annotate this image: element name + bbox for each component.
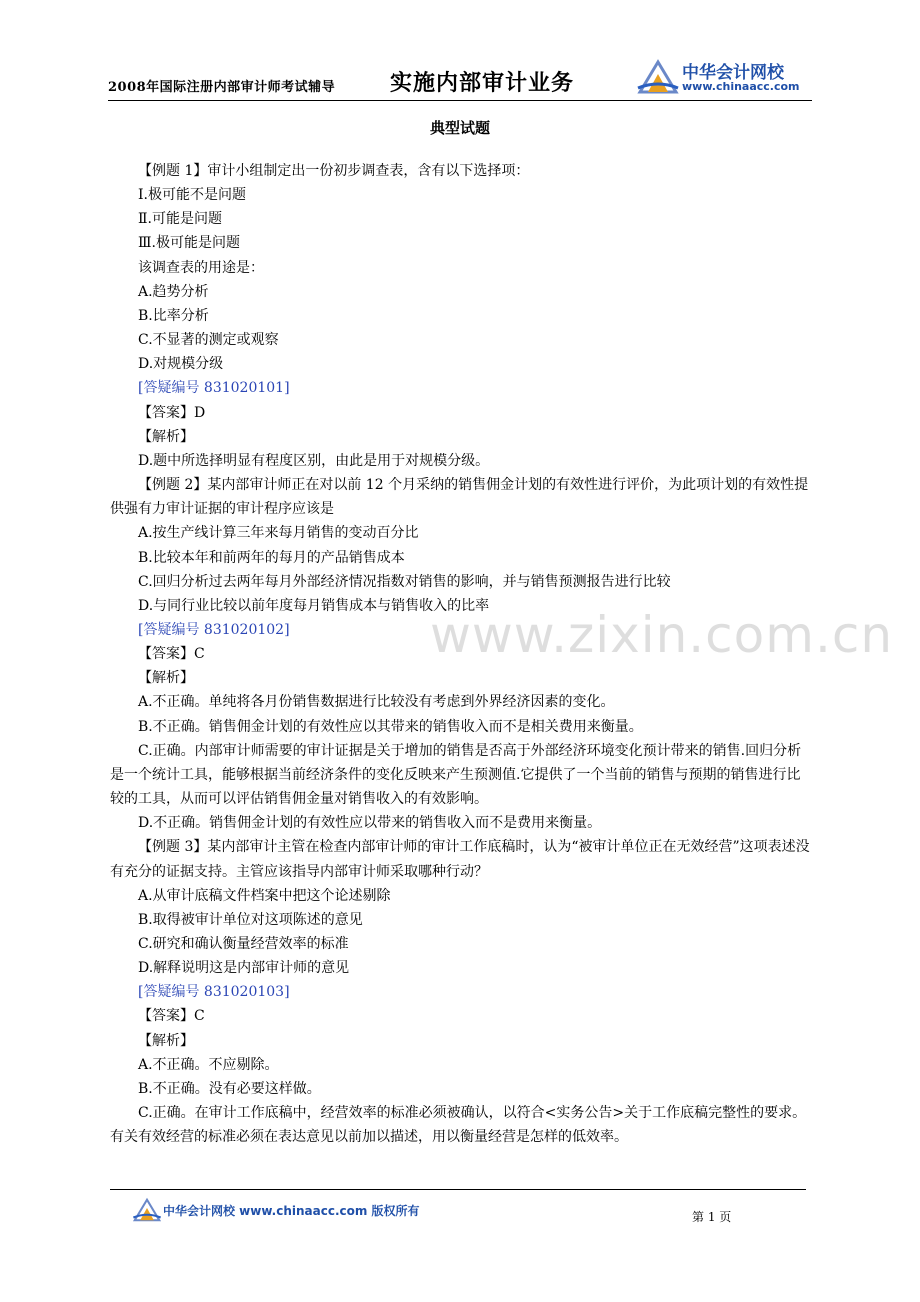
paragraph: B.不正确。销售佣金计划的有效性应以其带来的销售收入而不是相关费用来衡量。	[138, 718, 643, 735]
footer-logo-icon	[132, 1197, 162, 1223]
paragraph: C.回归分析过去两年每月外部经济情况指数对销售的影响，并与销售预测报告进行比较	[138, 573, 671, 590]
paragraph: Ⅱ.可能是问题	[138, 211, 222, 228]
paragraph: C.研究和确认衡量经营效率的标准	[138, 936, 349, 952]
header-divider	[108, 100, 812, 101]
paragraph: C.不显著的测定或观察	[138, 332, 279, 349]
paragraph: C.正确。在审计工作底稿中，经营效率的标准必须被确认，以符合<实务公告>关于工作底稿完整性的要求。有关有效经营的标准必须在表达意见以前加以描述，用以衡量经营是怎样的低效率。	[110, 1105, 807, 1146]
paragraph: B.取得被审计单位对这项陈述的意见	[138, 911, 363, 928]
page-number: 第 1 页	[692, 1210, 732, 1224]
document-body	[110, 159, 814, 1149]
logo-url: www.chinaacc.com	[682, 80, 800, 93]
paragraph: 【解析】	[138, 1032, 194, 1049]
paragraph: 【答案】D	[138, 404, 206, 421]
question-reference: [答疑编号 831020101]	[138, 380, 290, 397]
paragraph: 【解析】	[138, 428, 194, 445]
chinaacc-logo	[636, 56, 812, 98]
page-title: 典型试题	[429, 119, 490, 137]
paragraph: A.按生产线计算三年来每月销售的变动百分比	[138, 525, 419, 542]
paragraph: Ⅲ.极可能是问题	[138, 235, 240, 252]
paragraph: A.趋势分析	[138, 283, 209, 300]
header-course-title: 实施内部审计业务	[390, 70, 575, 96]
paragraph: D.与同行业比较以前年度每月销售成本与销售收入的比率	[138, 597, 490, 614]
paragraph: 【例题 2】某内部审计师正在对以前 12 个月采纳的销售佣金计划的有效性进行评价，为此项计划的有效性提供强有力审计证据的审计程序应该是	[110, 477, 809, 518]
paragraph: 【答案】C	[138, 646, 205, 663]
watermark: www.zixin.com.cn	[430, 606, 894, 664]
footer-divider	[110, 1189, 806, 1190]
page-header	[108, 56, 812, 100]
paragraph: B.比率分析	[138, 307, 209, 324]
paragraph: D.解释说明这是内部审计师的意见	[138, 960, 350, 977]
logo-triangle-icon	[636, 58, 680, 96]
paragraph: A.不正确。不应剔除。	[138, 1056, 279, 1073]
paragraph: 【答案】C	[138, 1008, 205, 1025]
paragraph: C.正确。内部审计师需要的审计证据是关于增加的销售是否高于外部经济环境变化预计带来的销售.回归分析是一个统计工具，能够根据当前经济条件的变化反映来产生预测值.它提供了一个当前的销售与预期的销售进行比较的工具，从而可以评估销售佣金量对销售收入的有效影响。	[110, 742, 802, 808]
paragraph: 【例题 1】审计小组制定出一份初步调查表，含有以下选择项：	[138, 163, 530, 179]
paragraph: A.从审计底稿文件档案中把这个论述剔除	[138, 887, 391, 904]
footer-copyright: 中华会计网校 www.chinaacc.com 版权所有	[163, 1204, 420, 1218]
paragraph: D.对规模分级	[138, 356, 224, 373]
paragraph: D.题中所选择明显有程度区别，由此是用于对规模分级。	[138, 452, 490, 469]
paragraph: D.不正确。销售佣金计划的有效性应以带来的销售收入而不是费用来衡量。	[138, 815, 602, 832]
header-exam-title: 2008年国际注册内部审计师考试辅导	[108, 80, 336, 95]
paragraph: 该调查表的用途是：	[138, 259, 264, 276]
paragraph: 【解析】	[138, 670, 194, 687]
question-reference: [答疑编号 831020103]	[138, 984, 290, 1001]
paragraph: A.不正确。单纯将各月份销售数据进行比较没有考虑到外界经济因素的变化。	[138, 694, 615, 711]
paragraph: Ⅰ.极可能不是问题	[138, 187, 246, 204]
logo-name: 中华会计网校	[682, 63, 784, 83]
paragraph: B.比较本年和前两年的每月的产品销售成本	[138, 549, 405, 566]
paragraph: 【例题 3】某内部审计主管在检查内部审计师的审计工作底稿时，认为“被审计单位正在无效经营”这项表述没有充分的证据支持。主管应该指导内部审计师采取哪种行动？	[110, 839, 810, 880]
question-reference: [答疑编号 831020102]	[138, 621, 290, 638]
paragraph: B.不正确。没有必要这样做。	[138, 1080, 321, 1097]
